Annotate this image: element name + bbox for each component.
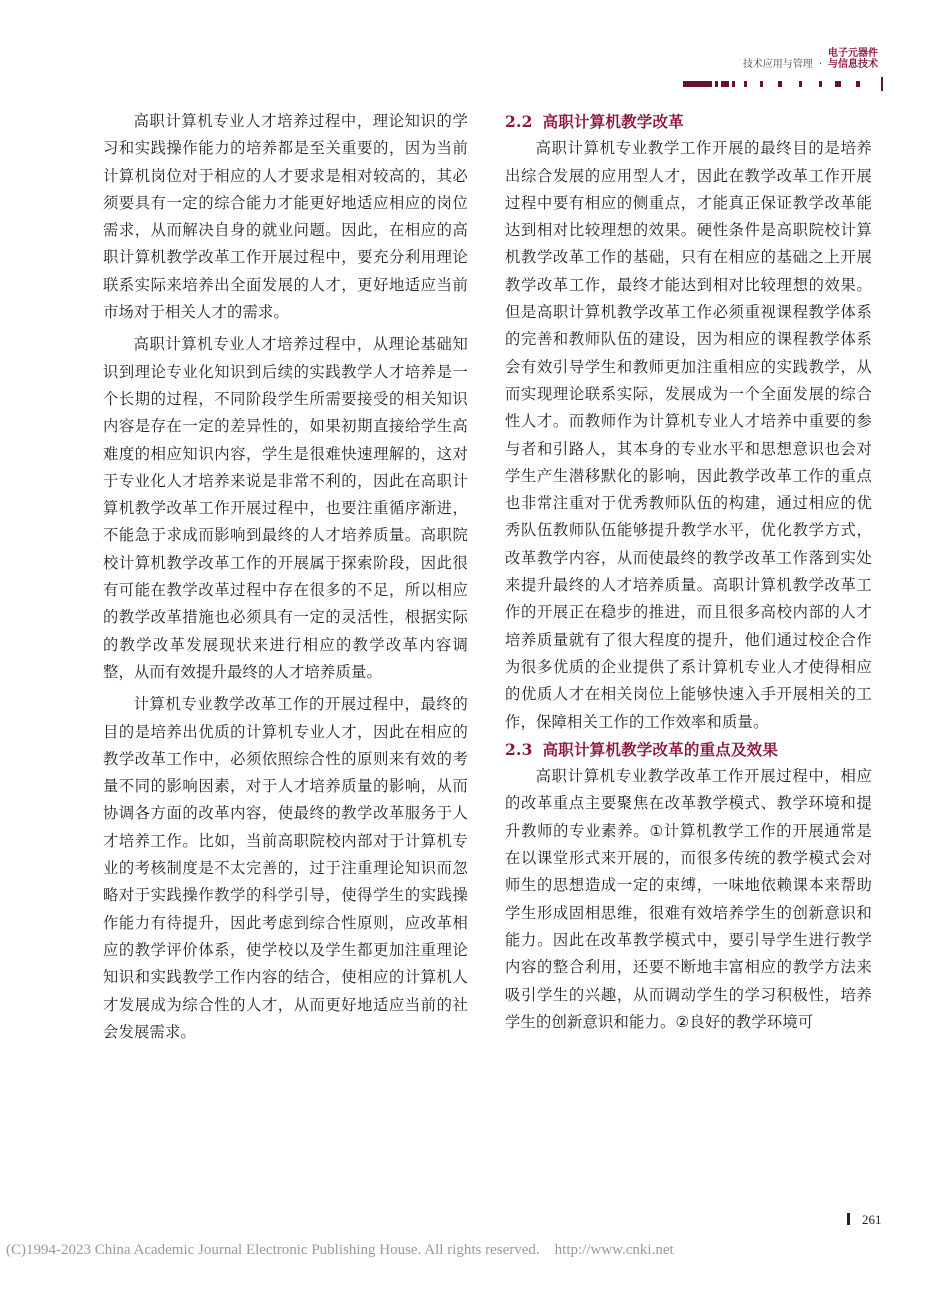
- right-column: [505, 108, 872, 1036]
- journal-name-line1: 电子元器件: [828, 48, 878, 59]
- page-number: [847, 1212, 882, 1228]
- section-label: 技术应用与管理: [742, 59, 813, 70]
- copyright-footer: (C)1994-2023 China Academic Journal Electronic Publishing House. All rights reserved. http://www.cnki.net: [6, 1242, 674, 1258]
- paragraph: 高职计算机专业人才培养过程中，理论知识的学习和实践操作能力的培养都是至关重要的，因为当前计算机岗位对于相应的人才要求是相对较高的，其必须要具有一定的综合能力才能更好地适应相应的岗位需求，从而解决自身的就业问题。因此，在相应的高职计算机教学改革工作开展过程中，要充分利用理论联系实际来培养出全面发展的人才，更好地适应当前市场对于相关人才的需求。: [103, 112, 468, 322]
- header-separator-dot: ·: [818, 59, 822, 70]
- left-column: [103, 108, 468, 1046]
- paragraph: 高职计算机专业人才培养过程中，从理论基础知识到理论专业化知识到后续的实践教学人才培养是一个长期的过程，不同阶段学生所需要接受的相关知识内容是存在一定的差异性的，如果初期直接给学生高难度的相应知识内容，学生是很难快速理解的，这对于专业化人才培养来说是非常不利的，因此在高职计算机教学改革工作开展过程中，也要注重循序渐进，不能急于求成而影响到最终的人才培养质量。高职院校计算机教学改革工作的开展属于探索阶段，因此很有可能在教学改革过程中存在很多的不足，所以相应的教学改革措施也必须具有一定的灵活性，根据实际的教学改革发展现状来进行相应的教学改革内容调整，从而有效提升最终的人才培养质量。: [103, 335, 468, 681]
- section-heading-2-2: [505, 108, 872, 135]
- paragraph: 高职计算机专业教学改革工作开展过程中，相应的改革重点主要聚焦在改革教学模式、教学环境和提升教师的专业素养。①计算机教学工作的开展通常是在以课堂形式来开展的，而很多传统的教学模式会对师生的思想造成一定的束缚，一味地依赖课本来帮助学生形成固相思维，很难有效培养学生的创新意识和能力。因此在改革教学模式中，要引导学生进行教学内容的整合利用，还要不断地丰富相应的教学方法来吸引学生的兴趣，从而调动学生的学习积极性，培养学生的创新意识和能力。②良好的教学环境可: [505, 767, 872, 1031]
- page-number-value: 261: [862, 1212, 882, 1227]
- running-header: [743, 48, 878, 70]
- journal-name: [828, 48, 878, 70]
- page-number-bar: [847, 1213, 850, 1225]
- header-decorative-bar: [683, 80, 883, 88]
- section-title: 高职计算机教学改革: [542, 112, 684, 131]
- section-number: 2.3: [505, 739, 533, 759]
- section-heading-2-3: [505, 736, 872, 763]
- section-number: 2.2: [505, 112, 533, 131]
- section-title: 高职计算机教学改革的重点及效果: [542, 739, 779, 759]
- journal-name-line2: 与信息技术: [828, 59, 878, 70]
- paragraph: 高职计算机专业教学工作开展的最终目的是培养出综合发展的应用型人才，因此在教学改革工作开展过程中要有相应的侧重点，才能真正保证教学改革能达到相对比较理想的效果。硬性条件是高职院校计算机教学改革工作的基础，只有在相应的基础之上开展教学改革工作，最终才能达到相对比较理想的效果。但是高职计算机教学改革工作必须重视课程教学体系的完善和教师队伍的建设，因为相应的课程教学体系会有效引导学生和教师更加注重相应的实践教学，从而实现理论联系实际，发展成为一个全面发展的综合性人才。而教师作为计算机专业人才培养中重要的参与者和引路人，其本身的专业水平和思想意识也会对学生产生潜移默化的影响，因此教学改革工作的重点也非常注重对于优秀教师队伍的构建，通过相应的优秀队伍教师队伍能够提升教学水平，优化教学方式，改革教学内容，从而使最终的教学改革工作落到实处来提升最终的人才培养质量。高职计算机教学改革工作的开展正在稳步的推进，而且很多高校内部的人才培养质量就有了很大程度的提升，他们通过校企合作为很多优质的企业提供了系计算机专业人才使得相应的优质人才在相关岗位上能够快速入手开展相关的工作，保障相关工作的工作效率和质量。: [505, 139, 872, 731]
- paragraph: 计算机专业教学改革工作的开展过程中，最终的目的是培养出优质的计算机专业人才，因此在相应的教学改革工作中，必须依照综合性的原则来有效的考量不同的影响因素，对于人才培养质量的影响，从而协调各方面的改革内容，使最终的教学改革服务于人才培养工作。比如，当前高职院校内部对于计算机专业的考核制度是不太完善的，过于注重理论知识而忽略对于实践操作教学的科学引导，使得学生的实践操作能力有待提升，因此考虑到综合性原则，应改革相应的教学评价体系，使学校以及学生都更加注重理论知识和实践教学工作内容的结合，使相应的计算机人才发展成为综合性的人才，从而更好地适应当前的社会发展需求。: [103, 695, 468, 1041]
